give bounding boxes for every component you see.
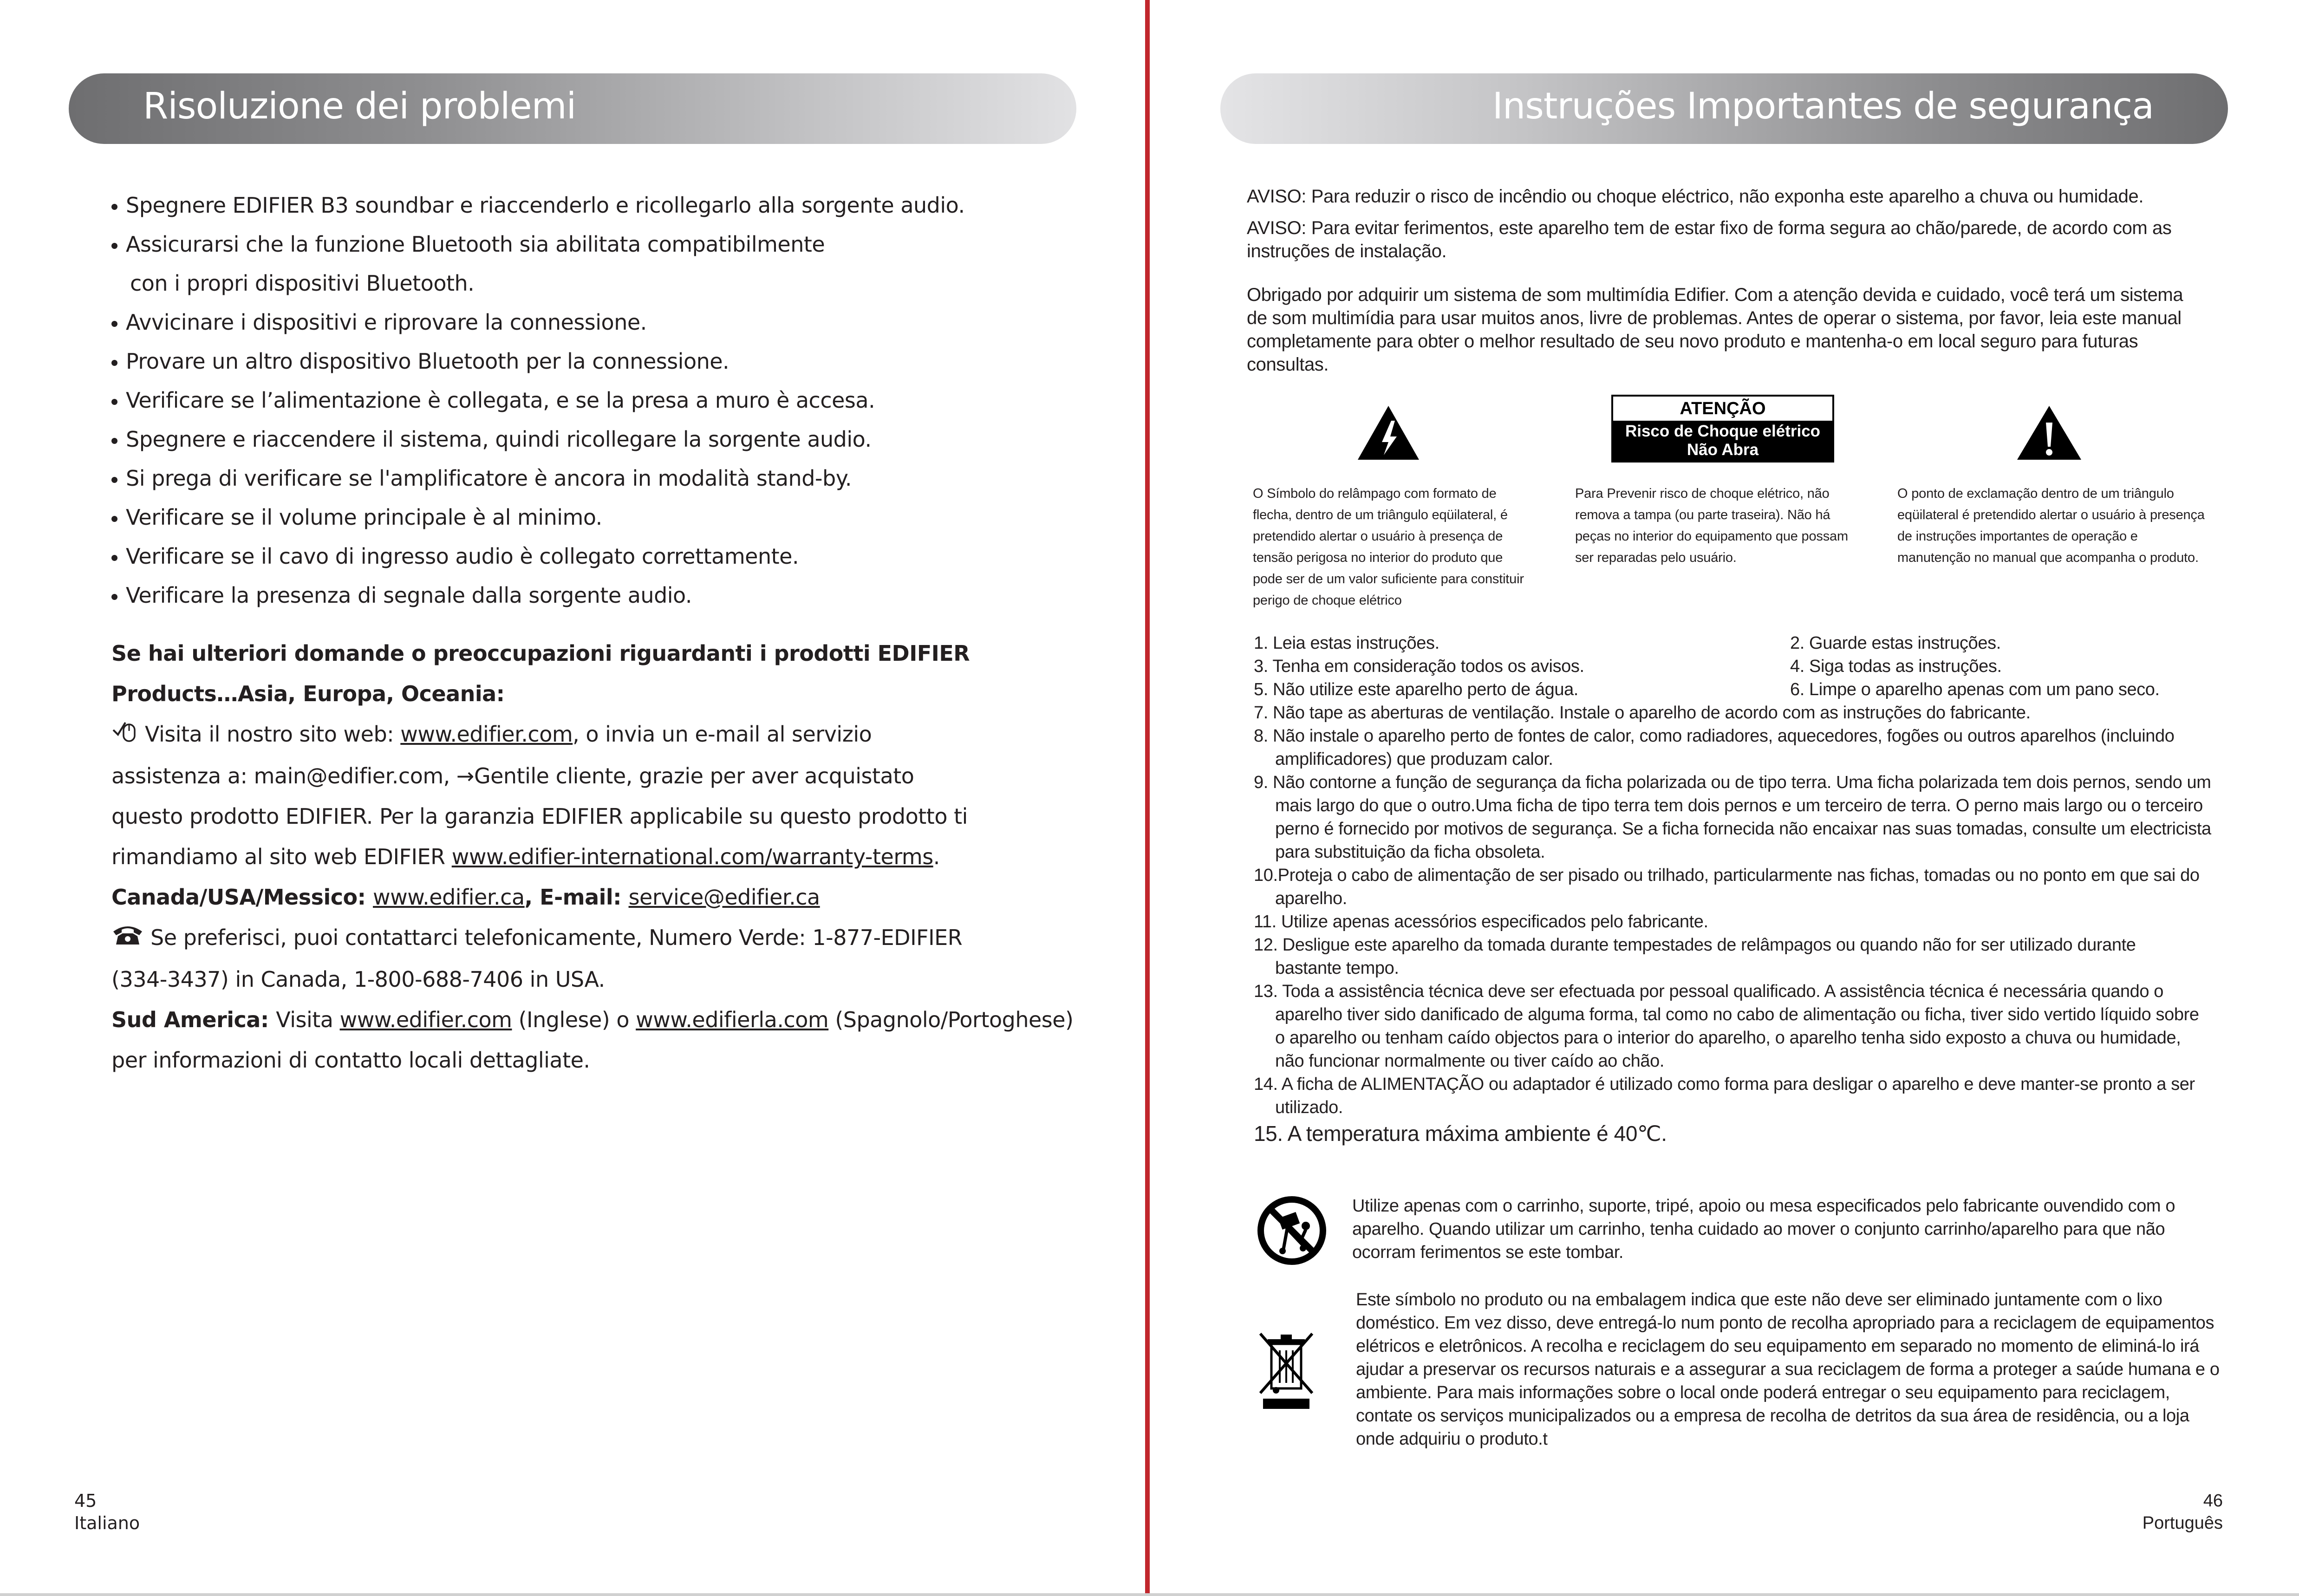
lightning-symbol-note: O Símbolo do relâmpago com formato de flecha, dentro de um triângulo eqüilateral, é pretendido alertar o usuário à presença de tensão perigosa no interior do produto que pode ser de um valor suficiente para constituir perigo de choque elétrico [1253, 486, 1524, 608]
troubleshooting-list [111, 186, 1087, 615]
exclamation-warning-icon [2015, 404, 2083, 464]
list-item-continuation: mais largo do que o outro.Uma ficha de tipo terra tem dois pernos e um terceiro de terra. O perno mais largo ou o terceiro [1275, 796, 2203, 815]
list-item: Verificare se il volume principale è al minimo. [111, 498, 1087, 537]
list-item-continuation: bastante tempo. [1275, 958, 1399, 978]
intro-paragraph: Obrigado por adquirir um sistema de som multimídia Edifier. Com a atenção devida e cuidado, você terá um sistema de som multimídia para usar muitos anos, livre de problemas. Antes de operar o sistema, por favor, leia este manual completamente para obter o melhor resultado de seu novo produto e mantenha-o em local seguro para futuras consultas. [1247, 285, 2183, 375]
list-item: 4. Siga todas as instruções. [1790, 657, 2002, 676]
contact-heading: Se hai ulteriori domande o preoccupazioni riguardanti i prodotti EDIFIER [111, 641, 970, 666]
weee-disposal-text: Este símbolo no produto ou na embalagem indica que este não deve ser eliminado juntamente com o lixo doméstico. Em vez disso, deve entregá-lo num ponto de recolha apropriado para a reciclagem de equipamentos elétricos e eletrônicos. A recolha e reciclagem do seu equipamento em separado no momento de eliminá-lo irá ajudar a preservar os recursos naturais e a assegurar a sua reciclagem de forma a proteger a saúde humana e o ambiente. Para mais informações sobre o local onde poderá entregar o seu equipamento para reciclagem, contate os serviços municipalizados ou a empresa de recolha de detritos da sua área de residência, ou a loja onde adquiriu o produto.t [1356, 1290, 2220, 1449]
email-link[interactable]: service@edifier.ca [628, 885, 820, 910]
cart-warning-text: Utilize apenas com o carrinho, suporte, tripé, apoio ou mesa especificados pelo fabricante ouvendido com o aparelho. Quando utilizar um carrinho, tenha cuidado ao mover o conjunto carrinho/aparelho para que não ocorram ferimentos se este tombar. [1352, 1196, 2175, 1262]
page-language: Português [2142, 1513, 2223, 1533]
page-title: Instruções Importantes de segurança [1492, 85, 2154, 127]
list-item: Si prega di verificare se l'amplificatore è ancora in modalità stand-by. [111, 459, 1087, 498]
warranty-link[interactable]: www.edifier-international.com/warranty-terms [451, 844, 933, 869]
caution-body: Risco de Choque elétrico Não Abra [1613, 421, 1832, 461]
list-item: Spegnere e riaccendere il sistema, quindi ricollegare la sorgente audio. [111, 420, 1087, 459]
list-item-continuation: perno é fornecido por motivos de segurança. Se a ficha fornecida não encaixar nas suas tomadas, consulte um electricista [1275, 819, 2211, 839]
list-row [1254, 678, 2257, 701]
website-link[interactable]: www.edifier.com [400, 722, 573, 747]
title-banner [69, 73, 1076, 144]
right-page [1152, 0, 2299, 1596]
visit-line: Visita il nostro sito web: www.edifier.com, o invia un e-mail al servizio [111, 714, 1110, 756]
list-item-continuation: utilizado. [1275, 1098, 1343, 1117]
bullet-icon [111, 516, 117, 522]
phone-line: Se preferisci, puoi contattarci telefonicamente, Numero Verde: 1-877-EDIFIER [111, 918, 1110, 959]
list-item-continuation: não funcionar normalmente ou tiver caído ao chão. [1275, 1051, 1665, 1071]
bullet-icon [111, 399, 117, 405]
list-item: Verificare se l’alimentazione è collegata, e se la presa a muro è accesa. [111, 381, 1087, 420]
list-item: 6. Limpe o aparelho apenas com um pano seco. [1790, 680, 2160, 699]
contact-region-heading: Products…Asia, Europa, Oceania: [111, 681, 505, 706]
page-footer [74, 1490, 140, 1534]
page-footer [2143, 1490, 2223, 1534]
caution-box [1611, 395, 1834, 463]
list-item: 8. Não instale o aparelho perto de fontes de calor, como radiadores, aquecedores, fogões ou outros aparelhos (incluindo [1254, 726, 2175, 746]
bullet-icon [111, 594, 117, 600]
page-number: 45 [74, 1491, 97, 1511]
exclamation-symbol-note: O ponto de exclamação dentro de um triângulo eqüilateral é pretendido alertar o usuário à presença de instruções importantes de operação e manutenção no manual que acompanha o produto. [1897, 486, 2205, 565]
list-item-continuation: para substituição da ficha obsoleta. [1275, 842, 1545, 862]
warning-text-2: AVISO: Para evitar ferimentos, este aparelho tem de estar fixo de forma segura ao chão/parede, de acordo com as instruções de instalação. [1247, 218, 2172, 261]
list-item: 10.Proteja o cabo de alimentação de ser pisado ou trilhado, particularmente nas fichas, tomadas ou no ponto em que sai do [1254, 866, 2200, 885]
caution-symbol-note: Para Prevenir risco de choque elétrico, não remova a tampa (ou parte traseira). Não há peças no interior do equipamento que possam ser reparadas pelo usuário. [1575, 486, 1848, 565]
canada-website-link[interactable]: www.edifier.ca [373, 885, 525, 910]
list-row [1254, 632, 2257, 655]
instructions-list [1254, 632, 2257, 1148]
assist-line: assistenza a: main@edifier.com, →Gentile cliente, grazie per aver acquistato [111, 763, 914, 788]
bullet-icon [111, 438, 117, 444]
list-item: Spegnere EDIFIER B3 soundbar e riaccenderlo e ricollegarlo alla sorgente audio. [111, 186, 1087, 225]
caution-heading: ATENÇÃO [1680, 399, 1766, 418]
bullet-icon [111, 360, 117, 366]
list-item: 7. Não tape as aberturas de ventilação. Instale o aparelho de acordo com as instruções do fabricante. [1254, 703, 2031, 723]
south-america-line: Sud America: Visita www.edifier.com (Inglese) o www.edifierla.com (Spagnolo/Portoghese) [111, 1007, 1074, 1032]
list-item: 3. Tenha em consideração todos os avisos. [1254, 657, 1584, 676]
list-item-continuation: amplificadores) que produzam calor. [1275, 749, 1553, 769]
list-item: Verificare se il cavo di ingresso audio è collegato correttamente. [111, 537, 1087, 576]
title-banner [1220, 73, 2228, 144]
bullet-icon [111, 243, 117, 249]
list-item-continuation: o aparelho ou tenham caído objectos para o interior do aparelho, o aparelho tenha sido exposto a chuva ou humidade, [1275, 1028, 2181, 1048]
mouse-click-icon [111, 716, 138, 756]
list-item: 11. Utilize apenas acessórios especificados pelo fabricante. [1254, 912, 1708, 932]
bullet-icon [111, 321, 117, 327]
page-language: Italiano [74, 1513, 140, 1533]
list-item-continuation: aparelho. [1275, 889, 1347, 908]
list-item: 15. A temperatura máxima ambiente é 40℃. [1254, 1121, 1667, 1146]
telephone-icon [111, 919, 144, 959]
bullet-icon [111, 555, 117, 561]
left-page [0, 0, 1147, 1596]
page-title: Risoluzione dei problemi [143, 85, 576, 127]
list-item: 9. Não contorne a função de segurança da ficha polarizada ou de tipo terra. Uma ficha polarizada tem dois pernos, sendo um [1254, 773, 2211, 792]
bullet-icon [111, 204, 117, 210]
bullet-icon [111, 477, 117, 483]
list-item: Provare un altro dispositivo Bluetooth per la connessione. [111, 342, 1087, 381]
list-item: Verificare la presenza di segnale dalla sorgente audio. [111, 576, 1087, 615]
latam-website-link[interactable]: www.edifierla.com [636, 1007, 829, 1032]
page-number: 46 [2203, 1491, 2223, 1511]
website-link[interactable]: www.edifier.com [339, 1007, 512, 1032]
phone-line-2: (334-3437) in Canada, 1-800-688-7406 in USA. [111, 967, 605, 992]
south-america-line-2: per informazioni di contatto locali dettagliate. [111, 1048, 590, 1073]
cart-tipover-icon [1255, 1193, 1329, 1270]
warranty-line: questo prodotto EDIFIER. Per la garanzia EDIFIER applicabile su questo prodotto ti [111, 804, 968, 829]
list-item: Assicurarsi che la funzione Bluetooth sia abilitata compatibilmente [111, 225, 1087, 264]
list-item: 1. Leia estas instruções. [1254, 633, 1439, 653]
list-item: 14. A ficha de ALIMENTAÇÃO ou adaptador é utilizado como forma para desligar o aparelho e deve manter-se pronto a ser [1254, 1075, 2195, 1094]
warning-text-1: AVISO: Para reduzir o risco de incêndio ou choque eléctrico, não exponha este aparelho a chuva ou humidade. [1247, 186, 2144, 207]
list-row [1254, 655, 2257, 678]
list-item-continuation: aparelho tiver sido danificado de alguma forma, tal como no cabo de alimentação ou ficha, tiver sido vertido líquido sobre [1275, 1005, 2199, 1024]
contact-section [111, 633, 1110, 1081]
list-item: 13. Toda a assistência técnica deve ser efectuada por pessoal qualificado. A assistência técnica é necessária quando o [1254, 982, 2163, 1001]
canada-line: Canada/USA/Messico: www.edifier.ca, E-mail: service@edifier.ca [111, 885, 820, 910]
weee-bin-icon [1254, 1328, 1319, 1414]
list-item-continuation: con i propri dispositivi Bluetooth. [130, 271, 475, 296]
list-item: 2. Guarde estas instruções. [1790, 633, 2001, 653]
lightning-warning-icon [1356, 404, 1421, 464]
list-item: 12. Desligue este aparelho da tomada durante tempestades de relâmpagos ou quando não for ser utilizado durante [1254, 935, 2136, 955]
list-item: 5. Não utilize este aparelho perto de água. [1254, 680, 1578, 699]
refer-line: rimandiamo al sito web EDIFIER www.edifier-international.com/warranty-terms. [111, 844, 940, 869]
list-item: Avvicinare i dispositivi e riprovare la connessione. [111, 303, 1087, 342]
